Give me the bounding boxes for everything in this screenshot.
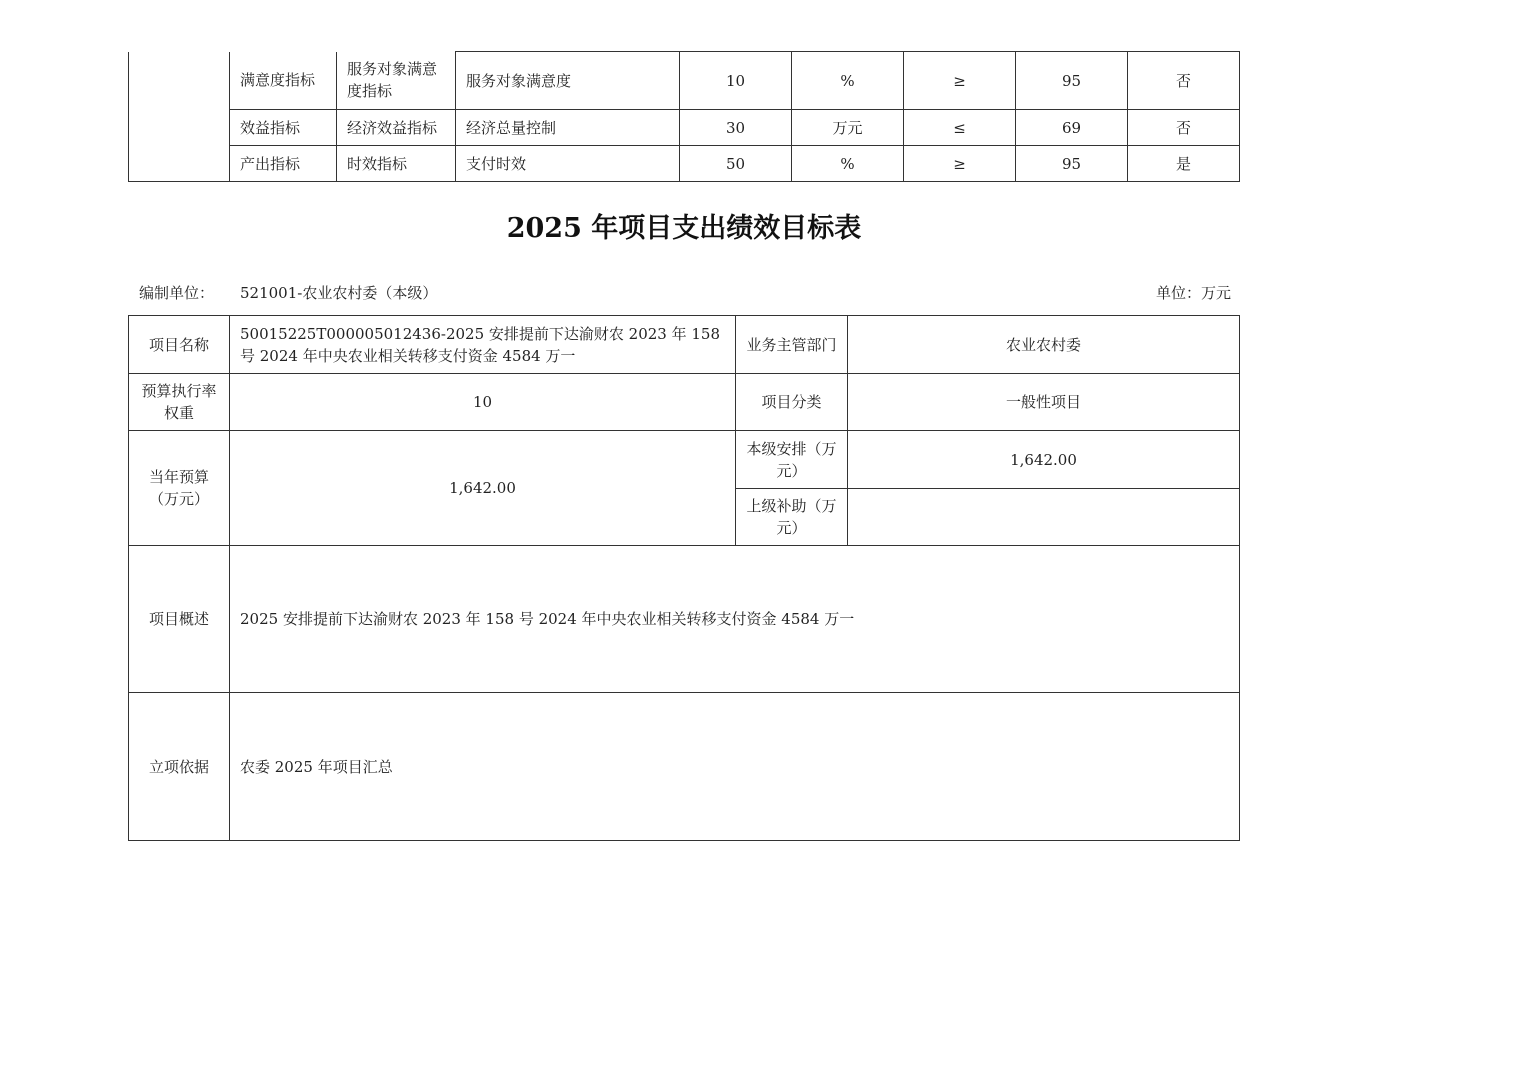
- indicator-weight: 30: [680, 110, 792, 146]
- indicator-weight: 50: [680, 146, 792, 182]
- indicator-unit: 万元: [792, 110, 904, 146]
- budget-label: 当年预算（万元）: [129, 431, 230, 546]
- merged-empty-cell: [129, 52, 230, 182]
- org-value: 521001-农业农村委（本级）: [240, 284, 438, 302]
- dept-value: 农业农村委: [848, 316, 1240, 374]
- upper-subsidy-value: [848, 489, 1240, 546]
- indicator-subcategory: 时效指标: [337, 146, 456, 182]
- indicator-target: 95: [1016, 52, 1128, 110]
- overview-value: 2025 安排提前下达渝财农 2023 年 158 号 2024 年中央农业相关转移支付资金 4584 万一: [230, 546, 1240, 693]
- budget-value: 1,642.00: [230, 431, 736, 546]
- exec-rate-label: 预算执行率权重: [129, 374, 230, 431]
- category-value: 一般性项目: [848, 374, 1240, 431]
- indicator-operator: ≥: [904, 52, 1016, 110]
- indicator-unit: %: [792, 52, 904, 110]
- indicator-table: [128, 51, 1240, 182]
- indicator-operator: ≤: [904, 110, 1016, 146]
- indicator-category: 效益指标: [230, 110, 337, 146]
- indicator-target: 95: [1016, 146, 1128, 182]
- org-label: 编制单位：: [139, 284, 215, 302]
- indicator-subcategory: 服务对象满意度指标: [337, 52, 456, 110]
- indicator-category: 产出指标: [230, 146, 337, 182]
- project-table: [128, 315, 1240, 841]
- table-row: [129, 110, 1240, 146]
- table-row: [129, 693, 1240, 841]
- table-row: [129, 316, 1240, 374]
- dept-label: 业务主管部门: [736, 316, 848, 374]
- indicator-subcategory: 经济效益指标: [337, 110, 456, 146]
- indicator-unit: %: [792, 146, 904, 182]
- category-label: 项目分类: [736, 374, 848, 431]
- table-row: [129, 146, 1240, 182]
- project-name-label: 项目名称: [129, 316, 230, 374]
- local-arrangement-label: 本级安排（万元）: [736, 431, 848, 489]
- page-title: 2025 年项目支出绩效目标表: [506, 213, 862, 244]
- table-row: [129, 546, 1240, 693]
- local-arrangement-value: 1,642.00: [848, 431, 1240, 489]
- unit-text: 单位：万元: [1155, 284, 1231, 302]
- indicator-name: 服务对象满意度: [456, 52, 680, 110]
- indicator-target: 69: [1016, 110, 1128, 146]
- table-row: [129, 431, 1240, 489]
- indicator-category: 满意度指标: [230, 52, 337, 110]
- indicator-name: 经济总量控制: [456, 110, 680, 146]
- indicator-name: 支付时效: [456, 146, 680, 182]
- meta-row: [139, 282, 1231, 304]
- indicator-flag: 否: [1128, 52, 1240, 110]
- upper-subsidy-label: 上级补助（万元）: [736, 489, 848, 546]
- overview-label: 项目概述: [129, 546, 230, 693]
- table-row: [129, 52, 1240, 110]
- indicator-flag: 是: [1128, 146, 1240, 182]
- basis-value: 农委 2025 年项目汇总: [230, 693, 1240, 841]
- project-name-value: 50015225T000005012436-2025 安排提前下达渝财农 2023 年 158 号 2024 年中央农业相关转移支付资金 4584 万一: [230, 316, 736, 374]
- table-row: [129, 374, 1240, 431]
- indicator-weight: 10: [680, 52, 792, 110]
- indicator-flag: 否: [1128, 110, 1240, 146]
- indicator-operator: ≥: [904, 146, 1016, 182]
- basis-label: 立项依据: [129, 693, 230, 841]
- exec-rate-value: 10: [230, 374, 736, 431]
